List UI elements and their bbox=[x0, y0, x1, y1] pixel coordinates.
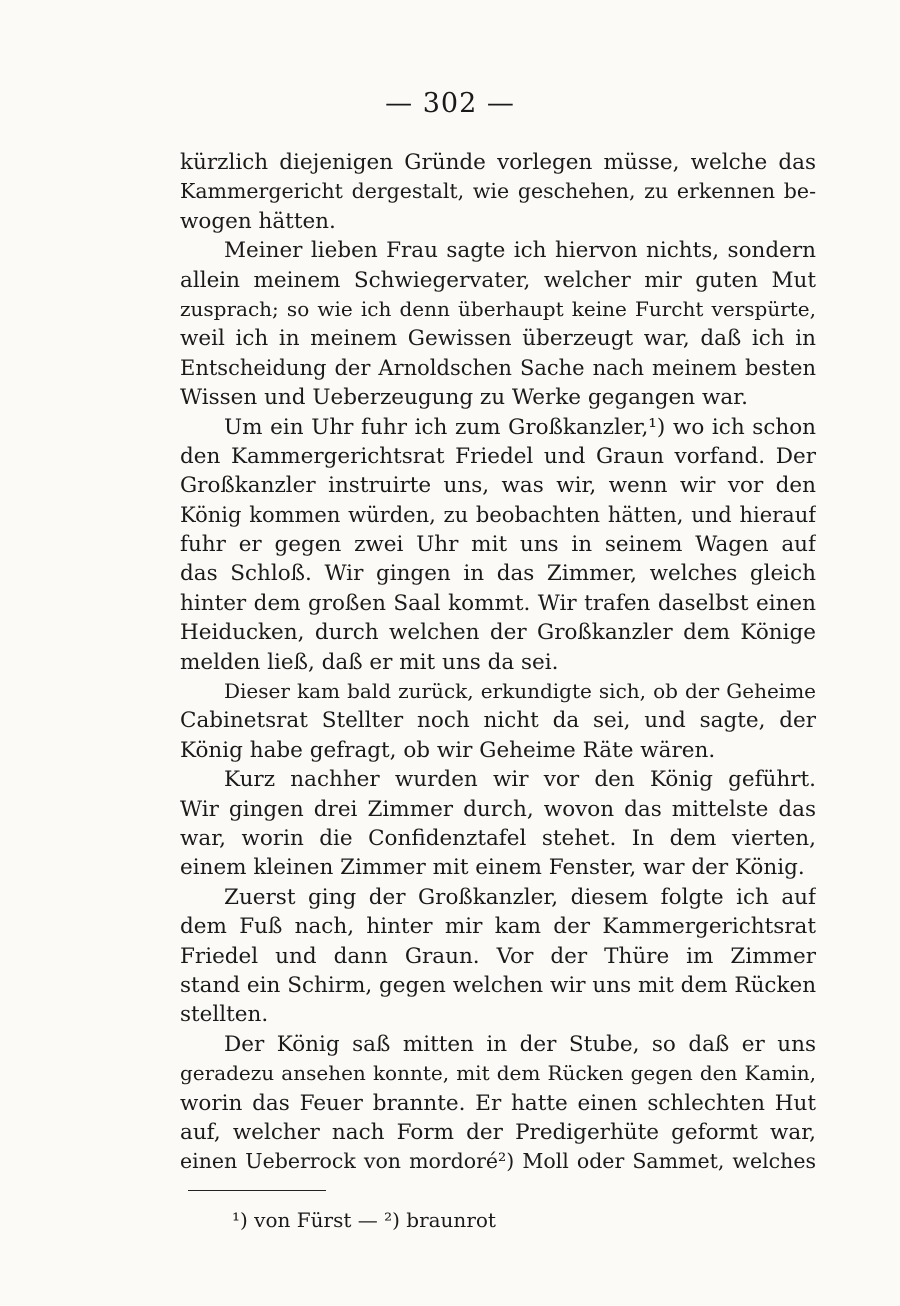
text-line: fuhr er gegen zwei Uhr mit uns in seinem Wagen auf bbox=[180, 532, 816, 558]
text-line: worin das Feuer brannte. Er hatte einen schlechten Hut bbox=[180, 1090, 816, 1116]
text-line: Wissen und Ueberzeugung zu Werke gegangen war. bbox=[180, 385, 748, 411]
text-line: Kurz nachher wurden wir vor den König geführt. bbox=[224, 767, 816, 793]
text-line: König habe gefragt, ob wir Geheime Räte wären. bbox=[180, 737, 716, 763]
text-line: zusprach; so wie ich denn überhaupt keine Furcht verspürte, bbox=[180, 296, 816, 321]
text-line: war, worin die Confidenztafel stehet. In dem vierten, bbox=[180, 825, 816, 851]
text-line: Meiner lieben Frau sagte ich hiervon nichts, sondern bbox=[224, 238, 816, 264]
text-line: Cabinetsrat Stellter noch nicht da sei, und sagte, der bbox=[180, 708, 816, 734]
text-line: Zuerst ging der Großkanzler, diesem folgte ich auf bbox=[224, 884, 816, 910]
text-line: Friedel und dann Graun. Vor der Thüre im Zimmer bbox=[180, 943, 816, 969]
text-line: Kammergericht dergestalt, wie geschehen, zu erkennen be- bbox=[180, 179, 816, 204]
text-line: Großkanzler instruirte uns, was wir, wenn wir vor den bbox=[180, 473, 816, 499]
text-line: einem kleinen Zimmer mit einem Fenster, war der König. bbox=[180, 855, 805, 881]
text-line: das Schloß. Wir gingen in das Zimmer, welches gleich bbox=[180, 561, 816, 587]
text-line: den Kammergerichtsrat Friedel und Graun vorfand. Der bbox=[180, 443, 816, 469]
text-line: stellten. bbox=[180, 1002, 269, 1028]
text-line: Wir gingen drei Zimmer durch, wovon das mittelste das bbox=[180, 796, 816, 822]
text-line: geradezu ansehen konnte, mit dem Rücken gegen den Kamin, bbox=[180, 1061, 816, 1086]
text-line: hinter dem großen Saal kommt. Wir trafen daselbst einen bbox=[180, 590, 816, 616]
footnotes: ¹) von Fürst — ²) braunrot bbox=[232, 1208, 496, 1232]
footnote-rule bbox=[188, 1190, 326, 1191]
text-line: Entscheidung der Arnoldschen Sache nach meinem besten bbox=[180, 355, 816, 380]
text-line: einen Ueberrock von mordoré²) Moll oder Sammet, welches bbox=[180, 1149, 816, 1174]
page-number: — 302 — bbox=[385, 88, 515, 119]
text-line: kürzlich diejenigen Gründe vorlegen müsse, welche das bbox=[180, 150, 816, 175]
text-line: wogen hätten. bbox=[180, 208, 336, 234]
text-line: Um ein Uhr fuhr ich zum Großkanzler,¹) wo ich schon bbox=[224, 414, 816, 440]
text-line: dem Fuß nach, hinter mir kam der Kammergerichtsrat bbox=[180, 914, 816, 940]
text-line: weil ich in meinem Gewissen überzeugt war, daß ich in bbox=[180, 326, 816, 352]
text-line: allein meinem Schwiegervater, welcher mir guten Mut bbox=[180, 267, 816, 293]
text-line: König kommen würden, zu beobachten hätten, und hierauf bbox=[180, 502, 816, 527]
text-line: Der König saß mitten in der Stube, so daß er uns bbox=[224, 1031, 816, 1057]
body-text bbox=[180, 148, 816, 1177]
text-line: Dieser kam bald zurück, erkundigte sich, ob der Geheime bbox=[224, 679, 816, 704]
text-line: Heiducken, durch welchen der Großkanzler dem Könige bbox=[180, 620, 816, 646]
text-line: stand ein Schirm, gegen welchen wir uns mit dem Rücken bbox=[180, 972, 816, 998]
text-line: auf, welcher nach Form der Predigerhüte geformt war, bbox=[180, 1119, 816, 1145]
text-line: melden ließ, daß er mit uns da sei. bbox=[180, 649, 559, 675]
